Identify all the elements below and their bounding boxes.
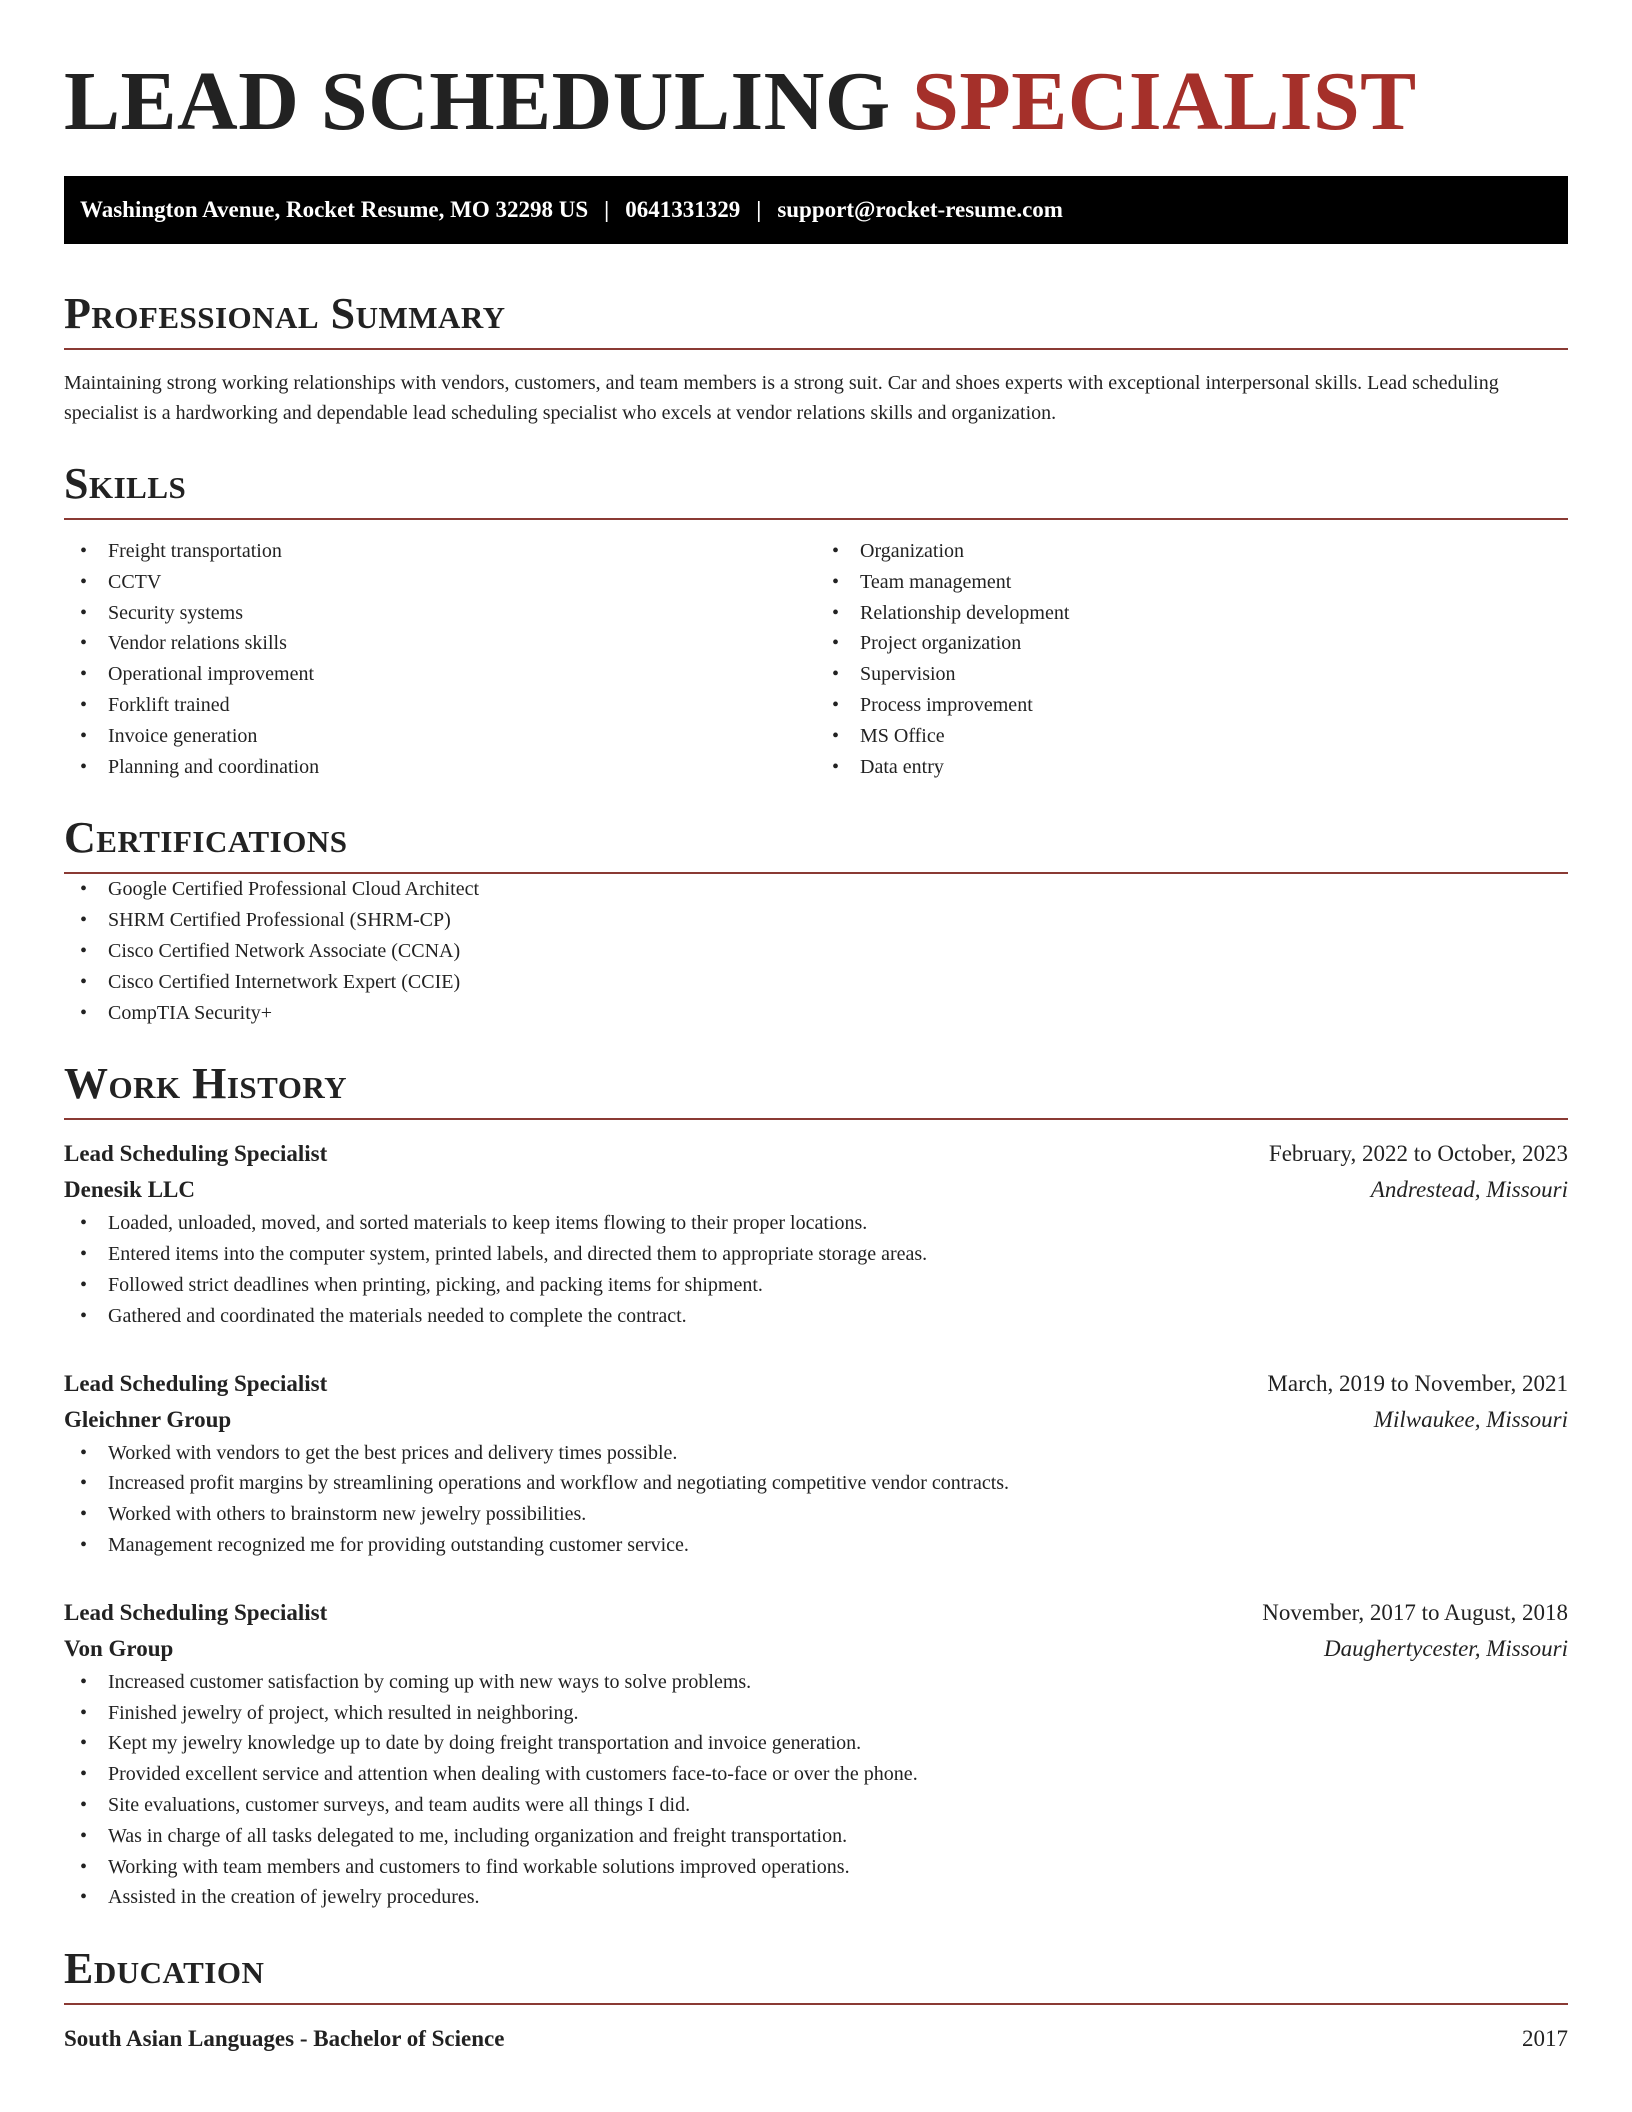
- job-company-row: [64, 1402, 1568, 1438]
- section-divider: [64, 348, 1568, 350]
- job-company: Von Group: [64, 1635, 174, 1661]
- section-divider: [64, 1118, 1568, 1120]
- job-duties-list: [64, 1438, 1568, 1561]
- skill-item: • Operational improvement: [64, 659, 816, 690]
- skill-item: • CCTV: [64, 567, 816, 598]
- job-header-row: [64, 1136, 1568, 1172]
- contact-email: support@rocket-resume.com: [777, 197, 1063, 222]
- job-header-row: [64, 1595, 1568, 1631]
- job-title: Lead Scheduling Specialist: [64, 1370, 328, 1396]
- skill-item: • Invoice generation: [64, 721, 816, 752]
- certification-item: • Cisco Certified Internetwork Expert (CCIE): [64, 967, 1568, 998]
- job-duty: • Assisted in the creation of jewelry procedures.: [64, 1882, 1568, 1913]
- skill-item: • Project organization: [816, 628, 1568, 659]
- skill-item: • Freight transportation: [64, 536, 816, 567]
- job-entry: [64, 1366, 1568, 1561]
- skill-item: • Team management: [816, 567, 1568, 598]
- job-company: Denesik LLC: [64, 1177, 195, 1203]
- job-duties-list: [64, 1667, 1568, 1913]
- job-duty: • Loaded, unloaded, moved, and sorted materials to keep items flowing to their proper locations.: [64, 1208, 1568, 1239]
- job-entry: [64, 1136, 1568, 1331]
- skills-heading: Skills: [64, 459, 187, 508]
- job-duty: • Provided excellent service and attention when dealing with customers face-to-face or over the phone.: [64, 1759, 1568, 1790]
- skill-item: • Relationship development: [816, 598, 1568, 629]
- work-history-section: [64, 1058, 1568, 1913]
- education-year: 2017: [1522, 2026, 1568, 2052]
- job-location: Daughertycester, Missouri: [1323, 1635, 1568, 1661]
- job-duty: • Management recognized me for providing outstanding customer service.: [64, 1530, 1568, 1561]
- certifications-list: [64, 874, 1568, 1028]
- job-company: Gleichner Group: [64, 1406, 232, 1432]
- skills-list-right: [816, 536, 1568, 782]
- skill-item: • Organization: [816, 536, 1568, 567]
- job-duty: • Kept my jewelry knowledge up to date by doing freight transportation and invoice generation.: [64, 1728, 1568, 1759]
- section-divider: [64, 518, 1568, 520]
- summary-text: Maintaining strong working relationships with vendors, customers, and team members is a strong suit. Car and shoes experts with exceptional interpersonal skills. Lead scheduling specialist is a hardworking and dependable lead scheduling specialist who excels at vendor relations skills and organization.: [64, 372, 1499, 424]
- skills-list-left: [64, 536, 816, 782]
- summary-section: [64, 288, 1568, 428]
- job-duty: • Increased profit margins by streamlining operations and workflow and negotiating competitive vendor contracts.: [64, 1468, 1568, 1499]
- job-location: Milwaukee, Missouri: [1373, 1406, 1568, 1432]
- skill-item: • Process improvement: [816, 690, 1568, 721]
- job-duty: • Entered items into the computer system, printed labels, and directed them to appropriate storage areas.: [64, 1239, 1568, 1270]
- job-location: Andrestead, Missouri: [1370, 1177, 1568, 1203]
- job-company-row: [64, 1172, 1568, 1208]
- job-duty: • Finished jewelry of project, which resulted in neighboring.: [64, 1698, 1568, 1729]
- job-duty: • Gathered and coordinated the materials needed to complete the contract.: [64, 1301, 1568, 1332]
- summary-heading: Professional Summary: [64, 289, 506, 338]
- certification-item: • Cisco Certified Network Associate (CCNA): [64, 936, 1568, 967]
- certification-item: • SHRM Certified Professional (SHRM-CP): [64, 905, 1568, 936]
- contact-bar: [64, 176, 1568, 244]
- job-duty: • Worked with vendors to get the best prices and delivery times possible.: [64, 1438, 1568, 1469]
- job-title: Lead Scheduling Specialist: [64, 1599, 328, 1625]
- skill-item: • Supervision: [816, 659, 1568, 690]
- skills-section: [64, 458, 1568, 782]
- job-duties-list: [64, 1208, 1568, 1331]
- job-company-row: [64, 1631, 1568, 1667]
- job-duty: • Site evaluations, customer surveys, and team audits were all things I did.: [64, 1790, 1568, 1821]
- skill-item: • Planning and coordination: [64, 752, 816, 783]
- title-accent: SPECIALIST: [912, 55, 1417, 148]
- education-section: [64, 1943, 1568, 2057]
- job-dates: February, 2022 to October, 2023: [1268, 1141, 1568, 1167]
- resume-title: [64, 52, 1568, 152]
- job-dates: March, 2019 to November, 2021: [1267, 1370, 1568, 1396]
- skill-item: • Forklift trained: [64, 690, 816, 721]
- job-duty: • Followed strict deadlines when printing, picking, and packing items for shipment.: [64, 1270, 1568, 1301]
- job-entry: [64, 1595, 1568, 1913]
- education-heading: Education: [64, 1944, 265, 1994]
- job-header-row: [64, 1366, 1568, 1402]
- job-duty: • Working with team members and customers to find workable solutions improved operations.: [64, 1852, 1568, 1883]
- skill-item: • Vendor relations skills: [64, 628, 816, 659]
- job-title: Lead Scheduling Specialist: [64, 1141, 328, 1167]
- certifications-heading: Certifications: [64, 813, 348, 863]
- title-main: LEAD SCHEDULING: [64, 55, 891, 148]
- contact-phone: 0641331329: [625, 197, 741, 222]
- contact-separator: |: [756, 197, 762, 222]
- skills-grid: [64, 536, 1568, 782]
- job-dates: November, 2017 to August, 2018: [1262, 1599, 1568, 1625]
- contact-separator: |: [604, 197, 610, 222]
- skill-item: • MS Office: [816, 721, 1568, 752]
- job-duty: • Increased customer satisfaction by coming up with new ways to solve problems.: [64, 1667, 1568, 1698]
- certifications-section: [64, 812, 1568, 1028]
- section-divider: [64, 2003, 1568, 2005]
- job-duty: • Worked with others to brainstorm new jewelry possibilities.: [64, 1499, 1568, 1530]
- certification-item: • CompTIA Security+: [64, 998, 1568, 1029]
- job-duty: • Was in charge of all tasks delegated to me, including organization and freight transportation.: [64, 1821, 1568, 1852]
- education-row: [64, 2021, 1568, 2057]
- education-degree: South Asian Languages - Bachelor of Science: [64, 2026, 505, 2052]
- education-entry: [64, 2021, 1568, 2057]
- contact-address: Washington Avenue, Rocket Resume, MO 32298 US: [80, 197, 589, 222]
- skill-item: • Data entry: [816, 752, 1568, 783]
- work-history-heading: Work History: [64, 1059, 348, 1109]
- skill-item: • Security systems: [64, 598, 816, 629]
- certification-item: • Google Certified Professional Cloud Architect: [64, 874, 1568, 905]
